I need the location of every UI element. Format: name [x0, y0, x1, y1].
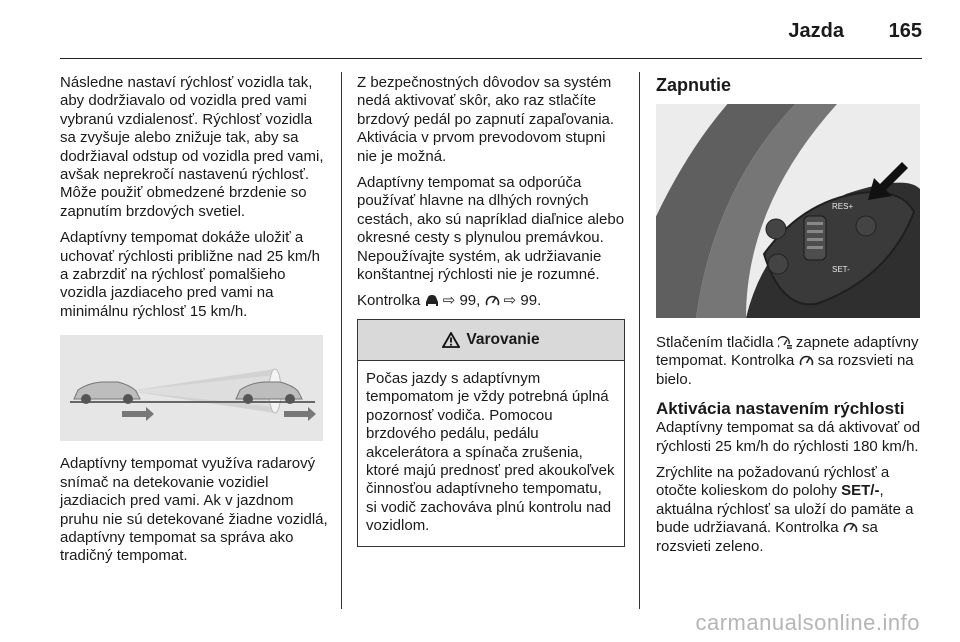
radar-illustration [60, 335, 323, 441]
warning-text: Počas jazdy s adaptívnym tempomatom je vždy potrebná úplná pozornosť vodiča. Pomocou brzdového pedálu, pedálu akcelerátora a spínača zrušenia, ktoré majú prednosť pred akoukoľvek činnosťou adaptívneho tempomatu, si vodič zachováva plnú kontrolu nad vozidlom. [366, 369, 615, 535]
paragraph: Adaptívny tempomat sa odporúča používať hlavne na dlhých rovných cestách, ako sú napríklad diaľnice alebo okresné cesty s plynulou premávkou. Nepoužívajte systém, ak udržiavanie konštantnej rýchlosti nie je rozumné. [357, 174, 625, 284]
section-heading: Zapnutie [656, 75, 731, 95]
page-reference[interactable]: 99. [520, 292, 542, 310]
paragraph: Zrýchlite na požadovanú rýchlosť a otočte kolieskom do polohy SET/-, aktuálna rýchlosť sa uloží do pamäte a bude udržiavaná. Kontrolka sa rozsvieti zeleno. [656, 464, 914, 555]
subsection-heading: Aktivácia nastavením rýchlosti [656, 399, 905, 419]
warning-box [357, 319, 625, 547]
paragraph: Adaptívny tempomat sa dá aktivovať od rýchlosti 25 km/h do rýchlosti 180 km/h. [656, 419, 921, 455]
section-title: Jazda [788, 20, 844, 42]
indicator-reference: Kontrolka ⇨ 99, ⇨ 99. [357, 292, 542, 310]
cruise-control-icon [799, 354, 814, 367]
paragraph: Adaptívny tempomat využíva radarový snímač na detekovanie vozidiel jazdiacich pred vami. Ak v jazdnom pruhu nie sú detekované žiadne vozidlá, adaptívny tempomat sa správa ako tradičný tempomat. [60, 455, 328, 565]
cruise-control-icon [485, 294, 500, 307]
column-divider [341, 72, 342, 609]
column-3 [656, 74, 922, 564]
cruise-control-icon [843, 521, 858, 534]
column-divider [639, 72, 640, 609]
column-1 [60, 74, 328, 574]
paragraph: Z bezpečnostných dôvodov sa systém nedá aktivovať skôr, ako raz stlačíte brzdový pedál po zapnutí zapaľovania. Aktivácia v prvom prevodovom stupni nie je možná. [357, 74, 615, 165]
set-position-label: SET/- [841, 482, 880, 500]
paragraph: Následne nastaví rýchlosť vozidla tak, aby dodržiavalo od vozidla pred vami vybranú vzdialenosť. Rýchlosť vozidla sa zvyšuje alebo znižuje tak, aby sa dodržiaval odstup od vozidla pred vami, avšak neprekročí nastavenú rýchlosť. Môže použiť obmedzené brzdenie so zapnutím brzdových svetiel. [60, 74, 324, 220]
page-reference-arrow-icon[interactable]: ⇨ [503, 292, 517, 310]
page-reference[interactable]: 99, [459, 292, 481, 310]
wheel-label-res: RES+ [832, 202, 854, 211]
page-reference-arrow-icon[interactable]: ⇨ [442, 292, 456, 310]
warning-triangle-icon [442, 332, 460, 348]
paragraph: Stlačením tlačidla zapnete adaptívny tempomat. Kontrolka sa rozsvieti na bielo. [656, 334, 919, 388]
watermark: carmanualsonline.info [695, 610, 920, 635]
steering-wheel-illustration [656, 104, 920, 318]
warning-title: Varovanie [358, 320, 624, 361]
adaptive-cruise-button-icon [778, 336, 792, 349]
page-header [60, 0, 922, 59]
vehicle-ahead-icon [425, 294, 439, 307]
paragraph: Adaptívny tempomat dokáže uložiť a uchovať rýchlosti približne nad 25 km/h a zabrzdiť na rýchlosť pomalšieho vozidla jazdiaceho pred vami na minimálnu rýchlosť 15 km/h. [60, 229, 320, 320]
wheel-label-set: SET- [832, 265, 850, 274]
page-number: 165 [888, 20, 922, 42]
column-2 [357, 74, 625, 547]
